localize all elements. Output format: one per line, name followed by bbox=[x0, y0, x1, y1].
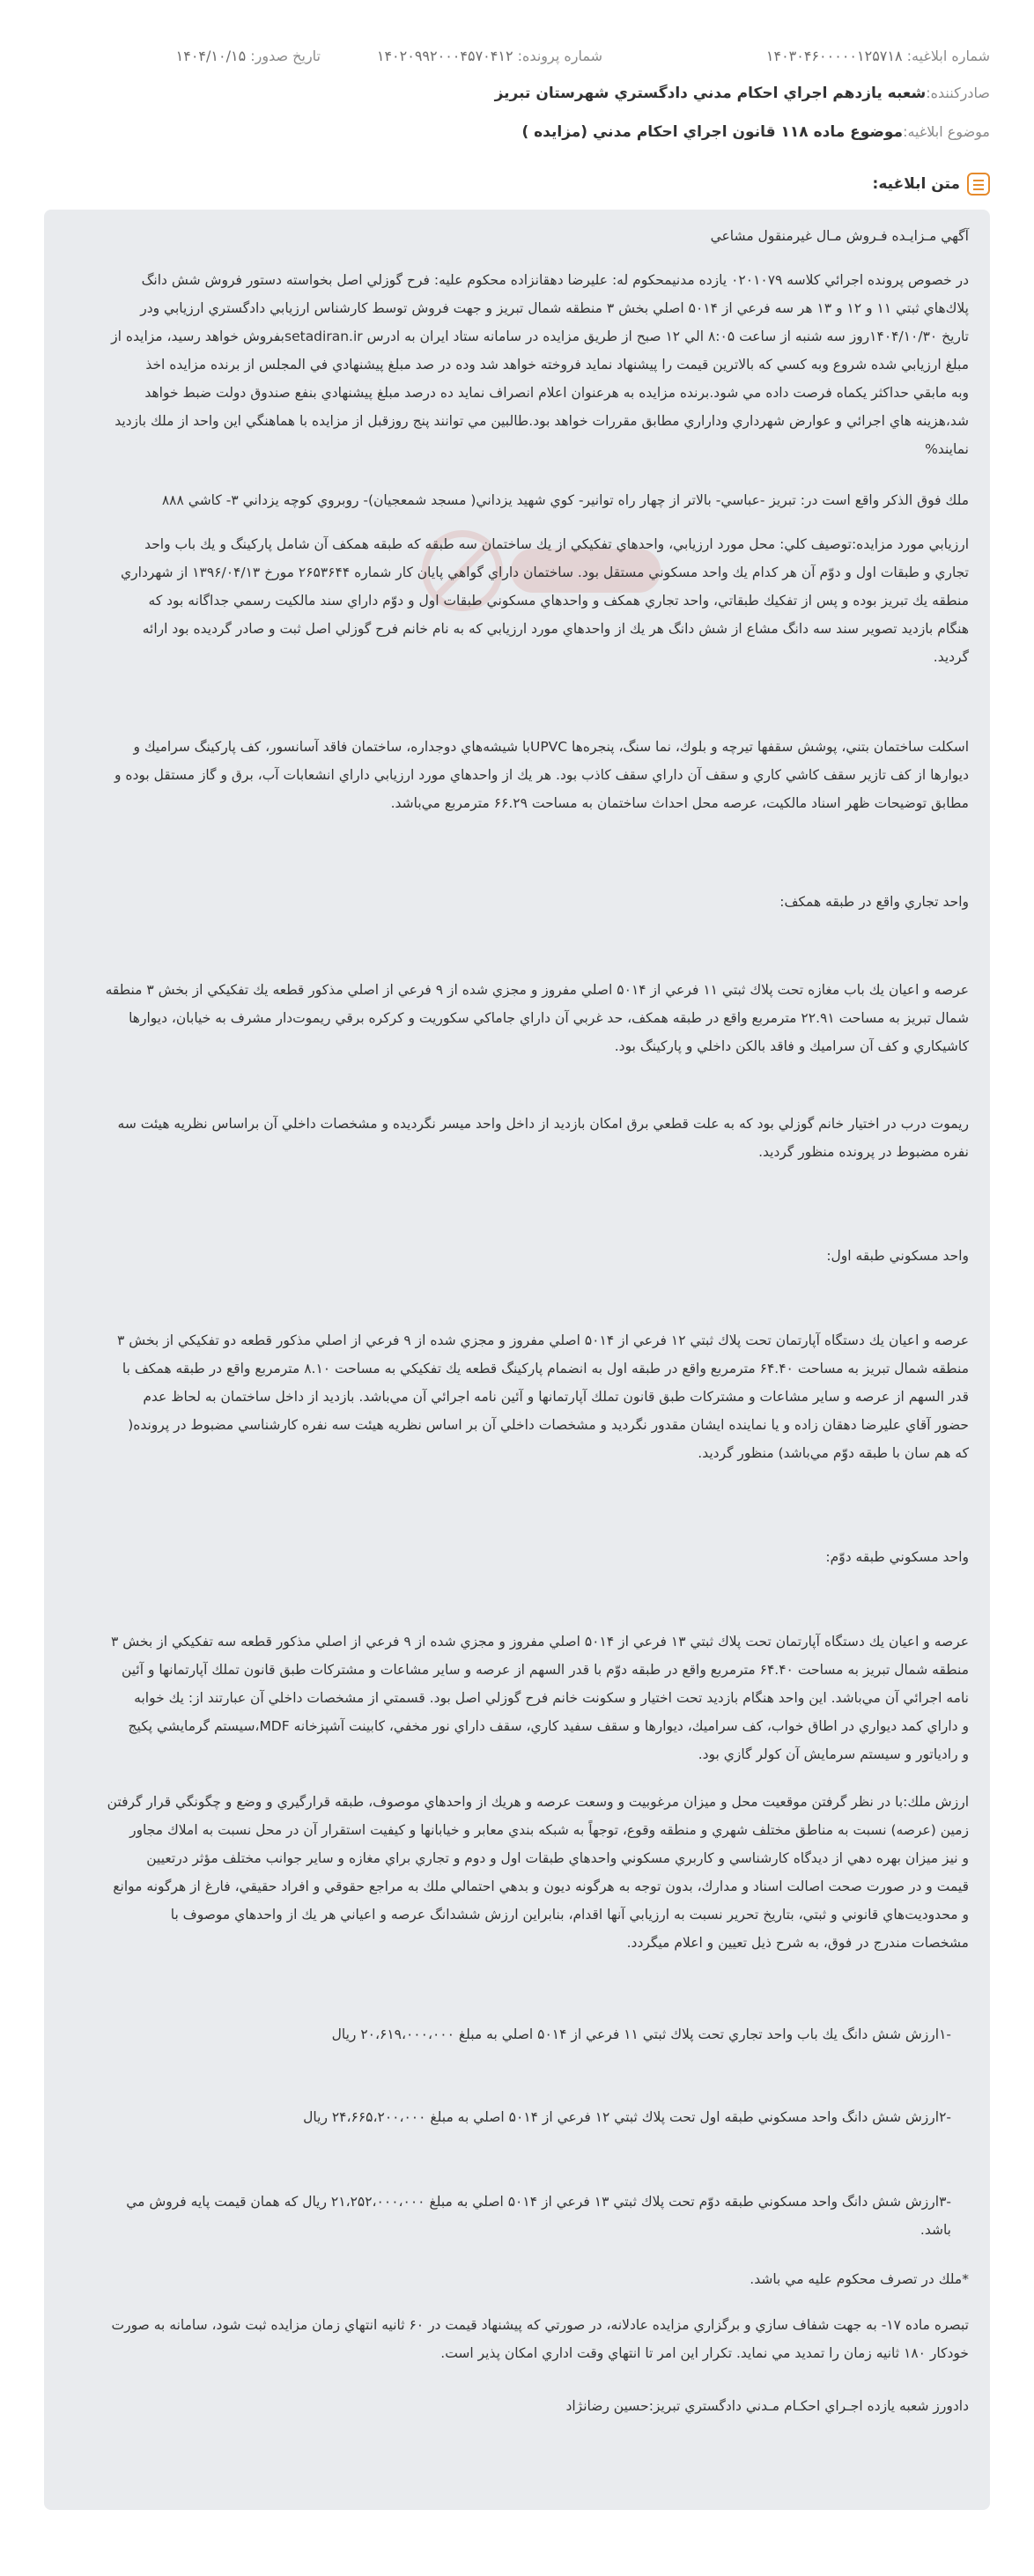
text-line: نفره مضبوط در پرونده منظور گرديد. bbox=[758, 1144, 969, 1160]
heading-commercial-unit: واحد تجاري واقع در طبقه همكف: bbox=[779, 894, 969, 910]
text-line: عرصه و اعيان يك باب مغازه تحت پلاك ثبتي ۱۱ فرعي از ۵۰۱۴ اصلي مفروز و مجزي شده از ۹ فرعي از اصلي مذكور قطعه يك تفكيكي از بخش ۳ منطقه bbox=[105, 982, 969, 998]
heading-first-floor: واحد مسكوني طبقه اول: bbox=[826, 1248, 969, 1264]
text-line: در خصوص پرونده اجرائي كلاسه ۰۲۰۱۰۷۹ يازده مدنيمحكوم له: عليرضا دهقانزاده محكوم عليه: فرح گوزلي اصل بخواسته دستور فروش شش دانگ bbox=[141, 272, 969, 288]
value-item-3 bbox=[65, 2188, 951, 2244]
paragraph-remote bbox=[65, 1110, 969, 1166]
text-line: مبلغ ارزيابي شده شروع وبه كسي كه بالاترين قيمت را پيشنهاد نمايد فروخته خواهد شد وده در صد مبلغ پيشنهادي في المجلس از برنده مزايده اخذ bbox=[145, 357, 969, 373]
value-item-1: -۱ارزش شش دانگ يك باب واحد تجاري تحت پلاك ثبتي ۱۱ فرعي از ۵۰۱۴ اصلي به مبلغ ۲۰،۶۱۹،۰۰۰،۰۰۰ ريال bbox=[331, 2026, 951, 2042]
notice-number-value: ۱۴۰۳۰۴۶۰۰۰۰۰۱۲۵۷۱۸ bbox=[765, 48, 903, 64]
text-line: ارزيابي مورد مزايده:توصيف كلي: محل مورد ارزيابي، واحدهاي تفكيكي از يك ساختمان سه طبقه كه طبقه همكف آن شامل پاركينگ و يك باب واحد bbox=[144, 536, 969, 552]
paragraph-first-floor bbox=[65, 1326, 969, 1467]
subject-row bbox=[44, 123, 990, 141]
notice-heading: آگهي مـزايـده فـروش مـال غيرمنقول مشاعي bbox=[710, 228, 969, 244]
paragraph-note-17 bbox=[65, 2311, 969, 2367]
text-line: اسكلت ساختمان بتني، پوشش سقفها تيرچه و بلوك، نما سنگ، پنجره‌ها UPVCبا شيشه‌هاي دوجداره، ساختمان فاقد آسانسور، كف پاركينگ سراميك و bbox=[133, 739, 969, 755]
notice-text-title bbox=[873, 173, 990, 196]
text-line: منطقه يك تبريز بوده و پس از تفكيك طبقاتي، واحد تجاري همكف و واحدهاي مسكوني طبقات اول و دوّم داراي سند مالكيت رسمي جداگانه بود كه bbox=[148, 593, 969, 609]
case-number-label: شماره پرونده: bbox=[517, 48, 602, 64]
text-line: مطابق توضيحات ظهر اسناد مالكيت، عرصه محل احداث ساختمان به مساحت ۶۶.۲۹ مترمربع مي‌باشد. bbox=[390, 795, 969, 811]
text-line: ارزش ملك:با در نظر گرفتن موقعيت محل و ميزان مرغوبيت و وسعت عرصه و هريك از واحدهاي موصوف، طبقه قرارگيري و وضع و چگونگي قرار گرفتن bbox=[107, 1794, 969, 1810]
text-line: تبصره ماده ۱۷- به جهت شفاف سازي و برگزاري مزايده عادلانه، در صورتي كه پيشنهاد قيمت در ۶۰ ثانيه انتهاي زمان مزايده ثبت شود، سامانه به صورت bbox=[111, 2317, 969, 2333]
subject-label: موضوع ابلاغیه: bbox=[903, 123, 990, 140]
paragraph-general-description bbox=[65, 530, 969, 671]
text-line: عرصه و اعيان يك دستگاه آپارتمان تحت پلاك ثبتي ۱۳ فرعي از ۵۰۱۴ اصلي مفروز و مجزي شده از ۹ فرعي از اصلي مذكور قطعه سه تفكيكي از بخش ۳ bbox=[111, 1634, 969, 1650]
text-line: شد،هزينه هاي اجرائي و عوارض شهرداري وداراري مطابق مقررات خواهد بود.طالبين مي توانند پنج روزقبل از مزايده با هماهنگي اين واحد از ملك بازديد bbox=[114, 413, 969, 429]
value-item-2: -۲ارزش شش دانگ واحد مسكوني طبقه اول تحت پلاك ثبتي ۱۲ فرعي از ۵۰۱۴ اصلي به مبلغ ۲۴،۶۶۵،۲۰۰،۰۰۰ ريال bbox=[303, 2109, 951, 2125]
text-line: عرصه و اعيان يك دستگاه آپارتمان تحت پلاك ثبتي ۱۲ فرعي از ۵۰۱۴ اصلي مفروز و مجزي شده از ۹ فرعي از اصلي مذكور قطعه دو تفكيكي از بخش ۳ bbox=[116, 1332, 969, 1348]
text-line: -۳ارزش شش دانگ واحد مسكوني طبقه دوّم تحت پلاك ثبتي ۱۳ فرعي از ۵۰۱۴ اصلي به مبلغ ۲۱،۲۵۲،۰۰۰،۰۰۰ ريال كه همان قيمت پايه فروش مي bbox=[126, 2194, 951, 2210]
notice-number bbox=[766, 48, 990, 64]
text-line: و محدوديت‌هاي قانوني و ثبتي، بتاريخ تحرير نسبت به ارزيابي آنها اقدام، بنابراين ارزش ششدانگ عرصه و اعياني هر يك از واحدهاي موصوف با bbox=[170, 1907, 969, 1923]
issuer-row bbox=[44, 85, 990, 102]
notice-body-panel bbox=[44, 210, 990, 2510]
paragraph-valuation bbox=[65, 1788, 969, 1957]
issuer-label: صادرکننده: bbox=[926, 85, 990, 101]
heading-second-floor: واحد مسكوني طبقه دوّم: bbox=[825, 1549, 969, 1565]
text-line: پلاك‌هاي ثبتي ۱۱ و ۱۲ و ۱۳ هر سه فرعي از ۵۰۱۴ اصلي بخش ۳ منطقه شمال تبريز و جهت فروش توسط كارشناس ارزيابي دادگستري ارزيابي ودر bbox=[140, 300, 969, 316]
text-line: تجاري و طبقات اول و دوّم آن هر كدام يك واحد مسكوني مستقل بود. ساختمان داراي گواهي پايان كار شماره ۲۶۵۳۶۴۴ مورخ ۱۳۹۶/۰۴/۱۳ از شهرداري bbox=[121, 565, 969, 580]
paragraph-structure bbox=[65, 733, 969, 817]
text-line: باشد. bbox=[920, 2222, 951, 2238]
paragraph-commercial-unit bbox=[65, 976, 969, 1060]
text-line: كاشيكاري و كف آن سراميك و فاقد بالكن داخلي و پاركينگ بود. bbox=[614, 1038, 969, 1054]
text-line: ديوارها از كف تازير سقف كاشي كاري و سقف آن داراي سقف كاذب بود. هر يك از واحدهاي مورد ارزيابي داراي انشعابات آب، برق و گاز مستقل بوده و bbox=[114, 767, 969, 783]
notice-number-label: شماره ابلاغیه: bbox=[906, 48, 990, 64]
text-line: تاريخ ۱۴۰۴/۱۰/۳۰روز سه شنبه از ساعت ۸:۰۵ الي ۱۲ صبح از طريق مزايده در سامانه ستاد ايران به ادرس setadiran.irبفروش خواهد رسيد، مزايده از bbox=[111, 328, 969, 344]
document-icon bbox=[967, 173, 990, 196]
issue-date bbox=[176, 48, 321, 64]
text-line: وبه مابقي حداكثر يكماه فرصت داده مي شود.برنده مزايده به هرعنوان اعلام انصراف نمايد ده درصد مبلغ پيشنهادي بنفع صندوق دولت ضبط خواهد bbox=[144, 385, 969, 401]
text-line: و داراي كمد ديواري در اطاق خواب، كف سراميك، ديوارها و سقف سفيد كاري، سقف داراي نور مخفي، كابينت آشپزخانه MDF،سيستم گرمايشي پكيج bbox=[128, 1718, 969, 1734]
text-line: كه هم سان با طبقه دوّم مي‌باشد) منظور گرديد. bbox=[698, 1445, 969, 1461]
text-line: و رادياتور و سيستم سرمايش آن كولر گازي بود. bbox=[698, 1746, 969, 1762]
paragraph-location: ملك فوق الذكر واقع است در: تبريز -عباسي- بالاتر از چهار راه توانير- كوي شهيد يزداني( مسجد شمعجيان)- روبروي كوچه يزداني ۳- كاشي ۸۸۸ bbox=[161, 492, 969, 508]
text-line: ريموت درب در اختيار خانم گوزلي بود كه به علت قطعي برق امكان بازديد از داخل واحد ميسر نگرديده و مشخصات داخلي آن براساس نظريه هيئت سه bbox=[117, 1116, 969, 1132]
issuer-value: شعبه يازدهم اجراي احكام مدني دادگستري شهرستان تبريز bbox=[494, 85, 927, 102]
notice-text-label: متن ابلاغیه: bbox=[872, 175, 960, 193]
case-number-value: ۱۴۰۲۰۹۹۲۰۰۰۴۵۷۰۴۱۲ bbox=[376, 48, 513, 64]
paragraph-case bbox=[65, 266, 969, 463]
text-line: منطقه شمال تبريز به مساحت ۶۴.۴۰ مترمربع واقع در طبقه اول به انضمام پاركينگ قطعه يك تفكيكي به مساحت ۸.۱۰ مترمربع واقع در طبقه همكف با bbox=[122, 1361, 969, 1377]
text-line: نامه اجرائي آن مي‌باشد. اين واحد هنگام بازديد تحت اختيار و سكونت خانم فرح گوزلي اصل بود. قسمتي از مشخصات داخلي آن عبارتند از: يك خوابه bbox=[134, 1690, 969, 1706]
text-line: قيمت و در صورت صحت اصالت اسناد و مدارك، بدون توجه به هرگونه ديون و بدهي احتمالي ملك به مراجع حقوقي و افراد حقيقي، فارغ از هرگونه موانع bbox=[113, 1878, 969, 1894]
paragraph-second-floor bbox=[65, 1628, 969, 1768]
text-line: زمين (عرصه) نسبت به مناطق مختلف شهري و منطقه وقوع، توجهاً به شبكه بندي معابر و خيابانها و كيفيت استقرار آن در محل نسبت به املاك مجاور bbox=[129, 1822, 969, 1838]
text-line: خودكار ۱۸۰ ثانيه زمان را تمديد مي نمايد. تكرار اين امر تا انتهاي وقت اداري امكان پذير است. bbox=[440, 2345, 969, 2361]
issue-date-value: ۱۴۰۴/۱۰/۱۵ bbox=[175, 48, 247, 64]
possession-note: *ملك در تصرف محكوم عليه مي باشد. bbox=[750, 2271, 969, 2287]
text-line: حضور آقاي عليرضا دهقان زاده و يا نماينده ايشان مقدور نگرديد و مشخصات داخلي آن بر اساس نظريه هيئت سه نفره كارشناسي مضبوط در پرونده( bbox=[128, 1417, 969, 1433]
text-line: شمال تبريز به مساحت ۲۲.۹۱ مترمربع واقع در طبقه همكف، حد غربي آن داراي جاماكي سكوريت و كركره برقي ريموت‌دار مشرف به خيابان، ديوارها bbox=[129, 1010, 969, 1026]
text-line: قدر السهم از عرصه و ساير مشاعات و مشتركات طبق قانون تملك آپارتمانها و آئين نامه اجرائي آن مي‌باشد. بازديد از داخل ساختمان به لحاظ عدم bbox=[143, 1389, 969, 1405]
text-line: گرديد. bbox=[933, 649, 969, 665]
text-line: هنگام بازديد تصوير سند سه دانگ مشاع از شش دانگ هر يك از واحدهاي مورد ارزيابي كه به نام خانم فرح گوزلي اصل ثبت و صادر گرديده بود ارائه bbox=[142, 621, 969, 637]
text-line: مشخصات مندرج در فوق، به شرح ذيل تعيين و اعلام ميگردد. bbox=[626, 1935, 969, 1951]
issue-date-label: تاریخ صدور: bbox=[250, 48, 321, 64]
subject-value: موضوع ماده ۱۱۸ قانون اجراي احكام مدني (مزايده ) bbox=[521, 123, 904, 141]
text-line: منطقه شمال تبريز به مساحت ۶۴.۴۰ مترمربع واقع در طبقه دوّم با قدر السهم از عرصه و ساير مشاعات و مشتركات طبق قانون تملك آپارتمانها و آئين bbox=[121, 1662, 969, 1678]
text-line: و نيز ميزان بهره دهي از ديدگاه كارشناسي و كاربري مسكوني واحدهاي طبقات اول و دوم و تجاري براي مغازه و ساير جوانب مختلف مؤثر درتعيين bbox=[146, 1850, 969, 1866]
text-line: نمايند% bbox=[925, 441, 969, 457]
signature: دادورز شعبه يازده اجـراي احكـام مـدني دادگستري تبريز:حسين رضانژاد bbox=[565, 2398, 969, 2414]
case-number bbox=[377, 48, 602, 64]
